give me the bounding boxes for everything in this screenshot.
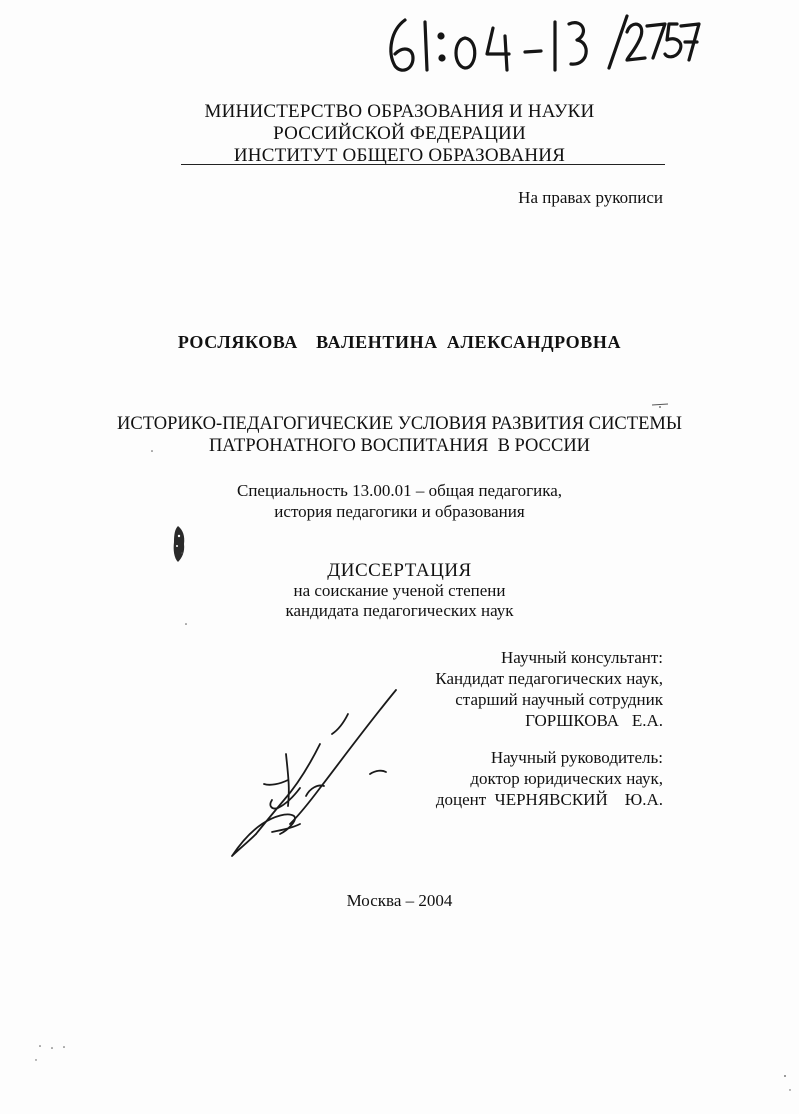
- manuscript-note: На правах рукописи: [518, 188, 663, 207]
- specialty-line-2: история педагогики и образования: [274, 502, 525, 521]
- consultant-name: ГОРШКОВА Е.А.: [525, 711, 663, 730]
- title-line-1: ИСТОРИКО-ПЕДАГОГИЧЕСКИЕ УСЛОВИЯ РАЗВИТИЯ СИСТЕМЫ: [117, 414, 682, 434]
- dissertation-heading: ДИССЕРТАЦИЯ: [327, 560, 472, 581]
- consultant-position: старший научный сотрудник: [455, 690, 663, 709]
- author-name: РОСЛЯКОВА ВАЛЕНТИНА АЛЕКСАНДРОВНА: [177, 332, 622, 352]
- ministry-line-2: РОССИЙСКОЙ ФЕДЕРАЦИИ: [273, 123, 526, 144]
- consultant-role: Научный консультант:: [501, 648, 663, 667]
- specialty-line-1: Специальность 13.00.01 – общая педагогика,: [237, 481, 562, 500]
- consultant-degree: Кандидат педагогических наук,: [435, 669, 663, 688]
- ministry-line-1: МИНИСТЕРСТВО ОБРАЗОВАНИЯ И НАУКИ: [204, 101, 595, 122]
- ministry-line-3: ИНСТИТУТ ОБЩЕГО ОБРАЗОВАНИЯ: [233, 145, 566, 166]
- supervisor-degree: доктор юридических наук,: [470, 769, 663, 788]
- supervisor-role: Научный руководитель:: [490, 748, 663, 767]
- dissertation-line-2: кандидата педагогических наук: [285, 601, 514, 620]
- city-year: Москва – 2004: [346, 891, 453, 910]
- title-line-2: ПАТРОНАТНОГО ВОСПИТАНИЯ В РОССИИ: [208, 436, 591, 456]
- dissertation-line-1: на соискание ученой степени: [293, 581, 506, 600]
- supervisor-name: доцент ЧЕРНЯВСКИЙ Ю.А.: [435, 790, 663, 809]
